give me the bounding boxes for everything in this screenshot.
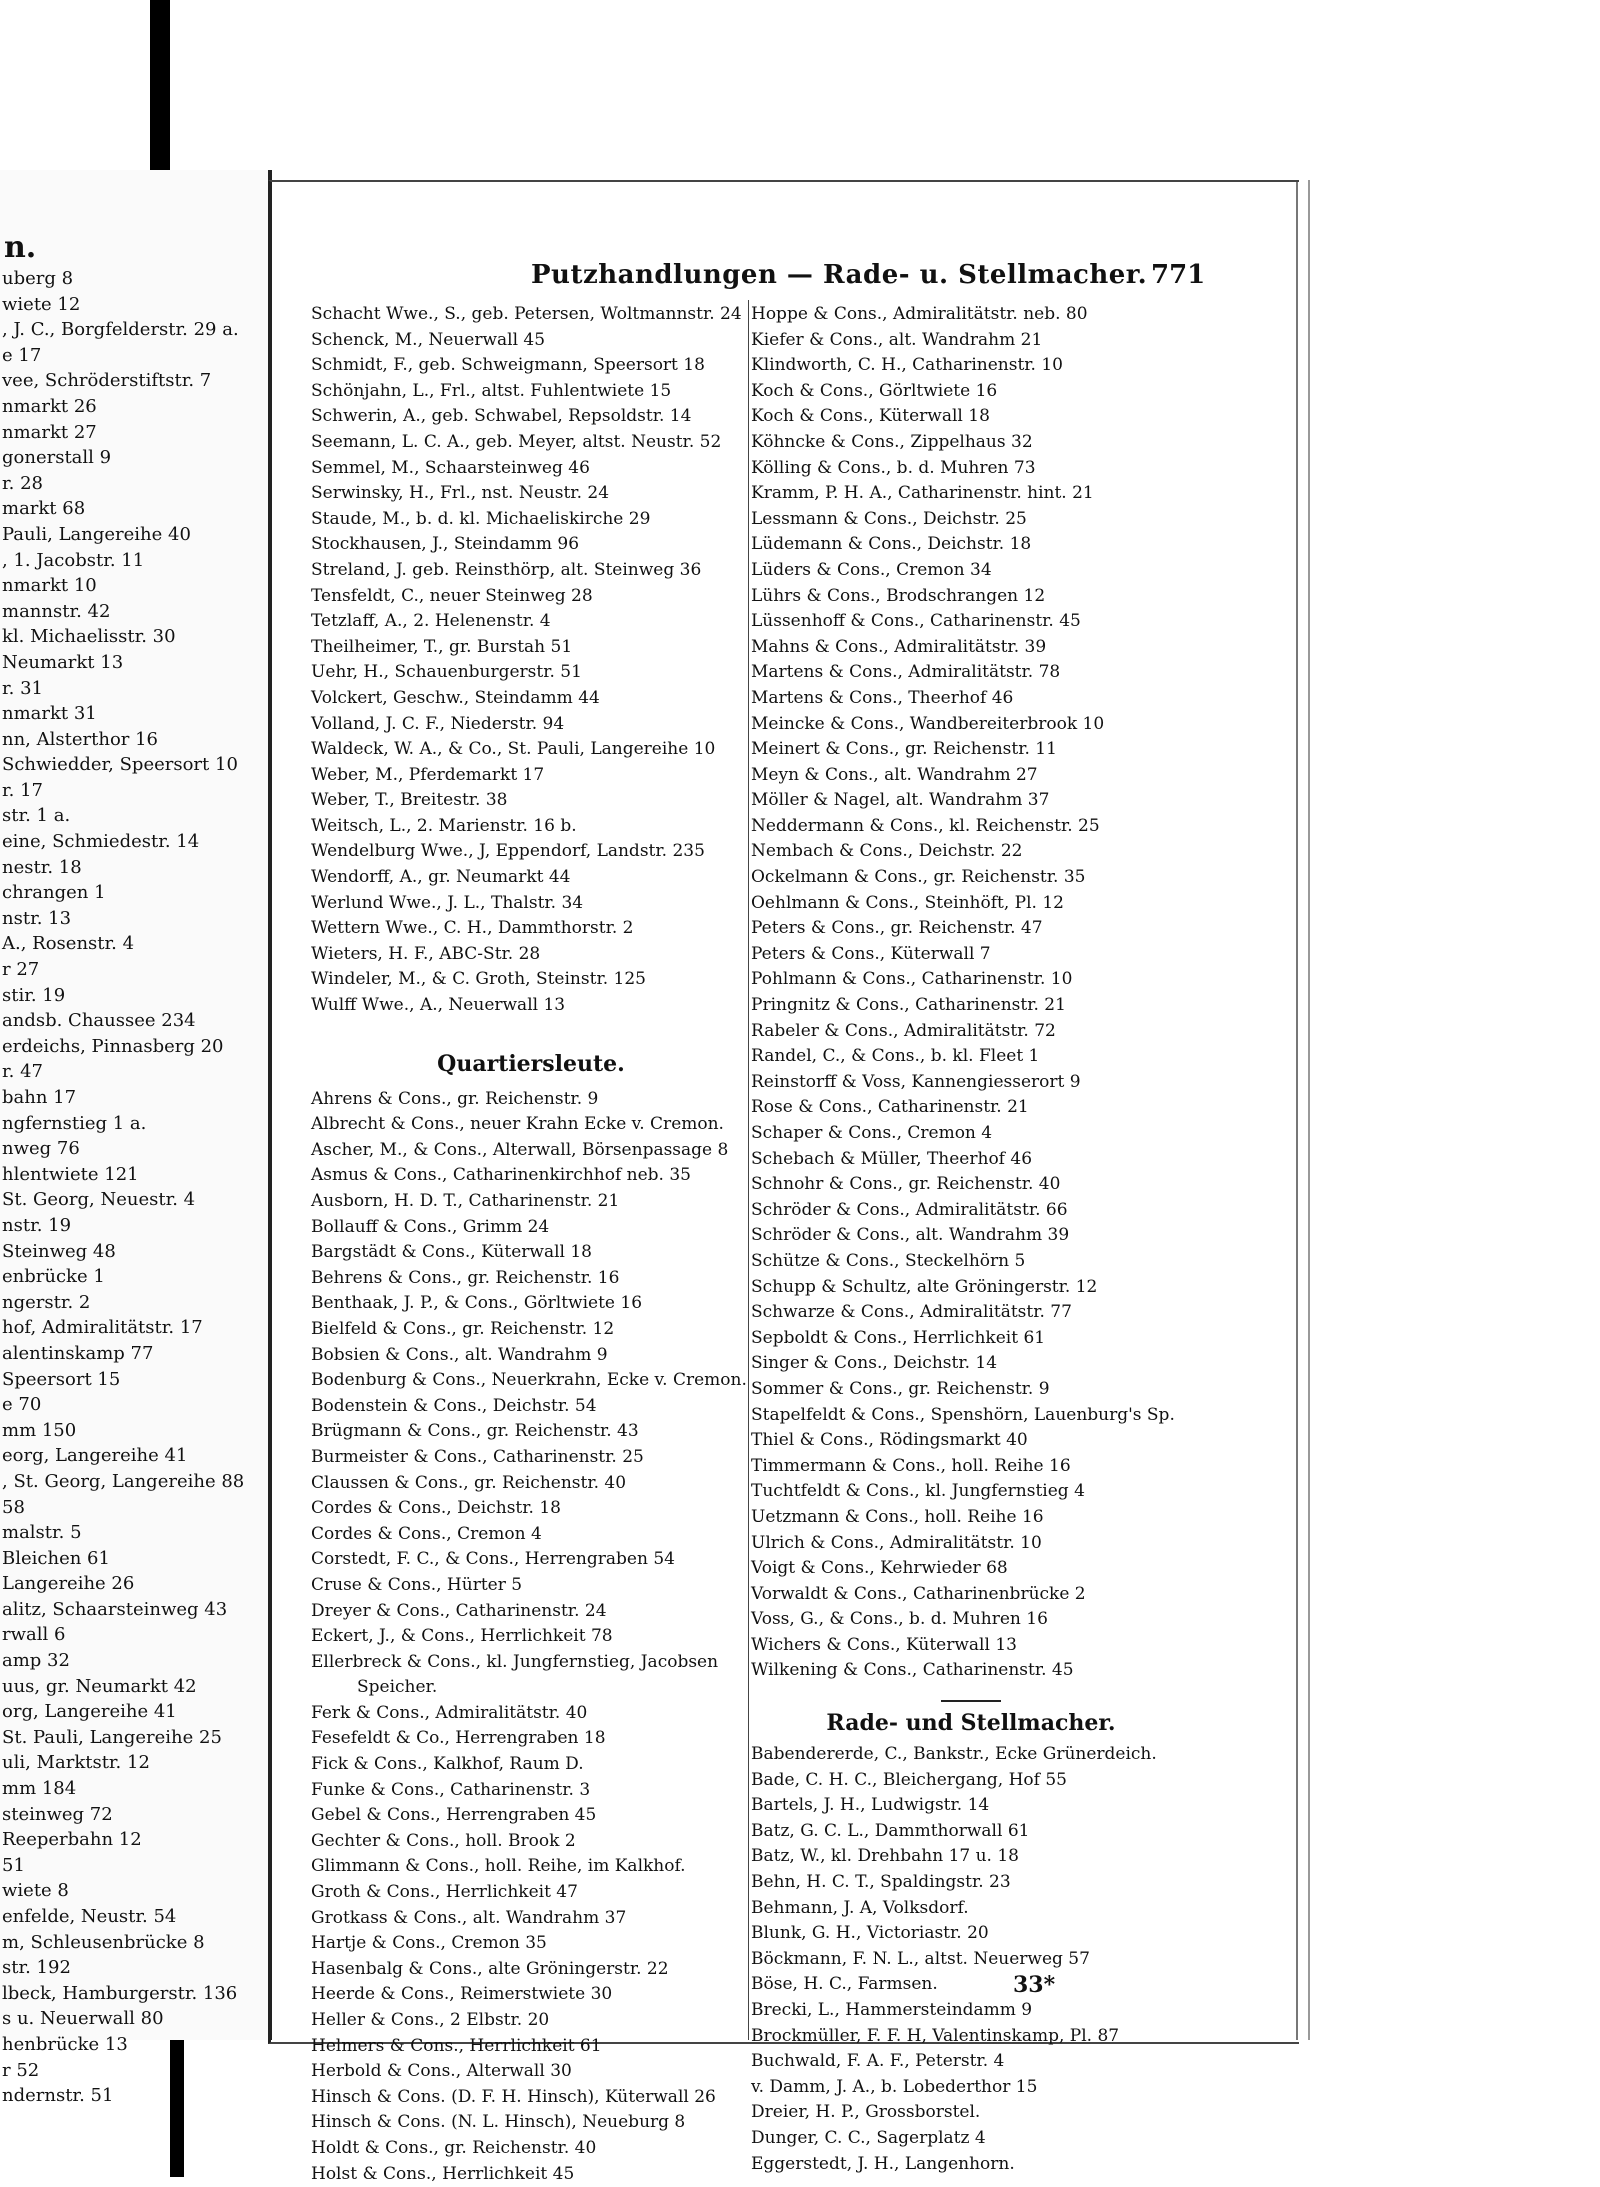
directory-entry: Rose & Cons., Catharinenstr. 21: [751, 1097, 1029, 1118]
left-page-line: amp 32: [2, 1650, 70, 1672]
signature-mark: 33*: [1013, 1972, 1056, 1998]
left-page-line: erdeichs, Pinnasberg 20: [2, 1035, 224, 1057]
directory-entry: Brecki, L., Hammersteindamm 9: [751, 2000, 1033, 2020]
directory-entry: Schupp & Schultz, alte Gröningerstr. 12: [751, 1276, 1098, 1297]
directory-entry: Schönjahn, L., Frl., altst. Fuhlentwiete 15: [311, 380, 672, 401]
directory-entry: Schmidt, F., geb. Schweigmann, Speersort 18: [311, 355, 705, 376]
directory-entry: Schenck, M., Neuerwall 45: [311, 329, 546, 350]
directory-entry: Helmers & Cons., Herrlichkeit 61: [311, 2035, 602, 2056]
directory-entry: Peters & Cons., Küterwall 7: [751, 943, 991, 964]
directory-entry: Werlund Wwe., J. L., Thalstr. 34: [311, 892, 584, 913]
directory-entry: Böse, H. C., Farmsen.: [751, 1974, 938, 1995]
left-page-line: alentinskamp 77: [2, 1342, 154, 1364]
left-page-line: Schwiedder, Speersort 10: [2, 754, 238, 776]
directory-entry: Schacht Wwe., S., geb. Petersen, Woltmannstr. 24: [311, 304, 742, 324]
left-page-line: e 70: [2, 1394, 42, 1416]
directory-entry: Sommer & Cons., gr. Reichenstr. 9: [751, 1378, 1050, 1399]
left-page-line: rwall 6: [2, 1624, 66, 1646]
directory-entry: Reinstorff & Voss, Kannengiesserort 9: [751, 1071, 1081, 1092]
directory-entry: Ascher, M., & Cons., Alterwall, Börsenpassage 8: [311, 1139, 729, 1160]
directory-entry: Bartels, J. H., Ludwigstr. 14: [751, 1795, 990, 1816]
directory-entry: Weber, T., Breitestr. 38: [311, 790, 508, 811]
directory-entry: Heller & Cons., 2 Elbstr. 20: [311, 2010, 550, 2030]
directory-entry: Behrens & Cons., gr. Reichenstr. 16: [311, 1267, 620, 1288]
left-page-line: , 1. Jacobstr. 11: [2, 549, 145, 571]
directory-entry: Wettern Wwe., C. H., Dammthorstr. 2: [311, 918, 634, 939]
left-page-line: ngerstr. 2: [2, 1291, 91, 1313]
left-page-line: Bleichen 61: [2, 1547, 110, 1569]
directory-entry: Meinert & Cons., gr. Reichenstr. 11: [751, 739, 1057, 760]
left-page-line: nstr. 19: [2, 1214, 72, 1236]
left-page-line: 51: [2, 1854, 25, 1876]
left-page-line: , St. Georg, Langereihe 88: [2, 1470, 245, 1492]
directory-entry: Heerde & Cons., Reimerstwiete 30: [311, 1984, 613, 2005]
directory-entry: Benthaak, J. P., & Cons., Görltwiete 16: [311, 1293, 643, 1314]
directory-entry: Tensfeldt, C., neuer Steinweg 28: [311, 585, 593, 606]
directory-entry: Lüdemann & Cons., Deichstr. 18: [751, 534, 1032, 555]
directory-entry: Corstedt, F. C., & Cons., Herrengraben 54: [311, 1549, 675, 1570]
directory-entry: Wendelburg Wwe., J, Eppendorf, Landstr. 235: [311, 841, 705, 862]
left-page-line: alitz, Schaarsteinweg 43: [2, 1598, 228, 1620]
left-page-line: str. 1 a.: [2, 805, 71, 827]
directory-entry: Funke & Cons., Catharinenstr. 3: [311, 1779, 591, 1800]
directory-entry: Thiel & Cons., Rödingsmarkt 40: [751, 1430, 1028, 1451]
left-page-line: nn, Alsterthor 16: [2, 728, 159, 750]
directory-entry: Voss, G., & Cons., b. d. Muhren 16: [751, 1609, 1048, 1630]
directory-entry: Claussen & Cons., gr. Reichenstr. 40: [311, 1472, 627, 1493]
directory-entry: Weitsch, L., 2. Marienstr. 16 b.: [311, 815, 577, 836]
directory-entry: Hoppe & Cons., Admiralitätstr. neb. 80: [751, 304, 1088, 324]
directory-entry: Klindworth, C. H., Catharinenstr. 10: [751, 355, 1063, 376]
directory-entry: Eggerstedt, J. H., Langenhorn.: [751, 2153, 1015, 2174]
directory-entry: Dunger, C. C., Sagerplatz 4: [751, 2127, 986, 2148]
directory-entry: Tetzlaff, A., 2. Helenenstr. 4: [311, 611, 551, 632]
directory-entry: Bollauff & Cons., Grimm 24: [311, 1216, 550, 1237]
left-page-line: Speersort 15: [2, 1368, 121, 1390]
directory-entry: Holdt & Cons., gr. Reichenstr. 40: [311, 2137, 597, 2158]
directory-entry: Kölling & Cons., b. d. Muhren 73: [751, 457, 1036, 478]
directory-entry: Nembach & Cons., Deichstr. 22: [751, 841, 1023, 862]
left-page-line: vee, Schröderstiftstr. 7: [2, 370, 212, 392]
left-page-line: nestr. 18: [2, 856, 82, 878]
left-page-line: stir. 19: [2, 984, 66, 1006]
right-column: [751, 302, 1299, 2177]
directory-entry: Albrecht & Cons., neuer Krahn Ecke v. Cremon.: [311, 1114, 724, 1135]
directory-entry: Pohlmann & Cons., Catharinenstr. 10: [751, 969, 1073, 990]
left-page-line: wiete 8: [2, 1880, 69, 1902]
directory-entry: v. Damm, J. A., b. Lobederthor 15: [751, 2076, 1038, 2097]
left-page-fragment: [0, 170, 272, 2107]
directory-entry: Burmeister & Cons., Catharinenstr. 25: [311, 1446, 644, 1467]
directory-entry: Dreier, H. P., Grossborstel.: [751, 2102, 981, 2123]
left-page-line: St. Georg, Neuestr. 4: [2, 1189, 196, 1211]
directory-entry: Randel, C., & Cons., b. kl. Fleet 1: [751, 1046, 1040, 1067]
left-page-line: mm 150: [2, 1419, 77, 1441]
directory-entry: Bargstädt & Cons., Küterwall 18: [311, 1242, 592, 1263]
left-page-line: hof, Admiralitätstr. 17: [2, 1317, 203, 1339]
directory-entry: Ellerbreck & Cons., kl. Jungfernstieg, Jacobsen: [311, 1651, 719, 1672]
directory-entry: Wulff Wwe., A., Neuerwall 13: [311, 995, 566, 1016]
directory-entry: Behn, H. C. T., Spaldingstr. 23: [751, 1872, 1011, 1893]
directory-entry: Weber, M., Pferdemarkt 17: [311, 764, 545, 785]
left-page-line: Reeperbahn 12: [2, 1829, 142, 1851]
directory-entry: Wieters, H. F., ABC-Str. 28: [311, 943, 541, 964]
directory-entry: Cordes & Cons., Deichstr. 18: [311, 1498, 561, 1519]
directory-entry: Ockelmann & Cons., gr. Reichenstr. 35: [751, 867, 1086, 888]
left-page-line: enfelde, Neustr. 54: [2, 1906, 177, 1927]
directory-entry: Buchwald, F. A. F., Peterstr. 4: [751, 2051, 1005, 2072]
directory-entry: Pringnitz & Cons., Catharinenstr. 21: [751, 995, 1066, 1016]
quartiersleute-list-right: [751, 302, 1299, 1684]
directory-entry: Seemann, L. C. A., geb. Meyer, altst. Neustr. 52: [311, 431, 722, 452]
left-page-line: enbrücke 1: [2, 1266, 105, 1288]
directory-entry: Batz, W., kl. Drehbahn 17 u. 18: [751, 1846, 1019, 1867]
directory-entry: Schnohr & Cons., gr. Reichenstr. 40: [751, 1174, 1061, 1195]
left-page-line: uberg 8: [2, 268, 74, 289]
left-page-line: steinweg 72: [2, 1803, 113, 1825]
directory-entry: Streland, J. geb. Reinsthörp, alt. Steinweg 36: [311, 559, 702, 580]
binding-shadow-top: [150, 0, 170, 185]
directory-entry: Neddermann & Cons., kl. Reichenstr. 25: [751, 815, 1100, 836]
directory-entry: Fick & Cons., Kalkhof, Raum D.: [311, 1754, 584, 1775]
left-page-line: lbeck, Hamburgerstr. 136: [2, 1982, 238, 2004]
directory-entry: Wichers & Cons., Küterwall 13: [751, 1634, 1017, 1655]
directory-entry: Hinsch & Cons. (N. L. Hinsch), Neueburg 8: [311, 2112, 686, 2133]
left-page-line: s u. Neuerwall 80: [2, 2008, 164, 2030]
left-page-line: nstr. 13: [2, 907, 72, 929]
directory-entry: Volland, J. C. F., Niederstr. 94: [311, 713, 565, 734]
directory-entry: Grotkass & Cons., alt. Wandrahm 37: [311, 1907, 627, 1928]
directory-entry: Eckert, J., & Cons., Herrlichkeit 78: [311, 1626, 613, 1647]
directory-entry: Böckmann, F. N. L., altst. Neuerweg 57: [751, 1948, 1090, 1969]
directory-entry: Bodenburg & Cons., Neuerkrahn, Ecke v. Cremon.: [311, 1370, 747, 1391]
left-page-line: nmarkt 10: [2, 575, 97, 597]
directory-entry: Möller & Nagel, alt. Wandrahm 37: [751, 790, 1050, 811]
left-page-line: m, Schleusenbrücke 8: [2, 1931, 205, 1953]
directory-entry: Mahns & Cons., Admiralitätstr. 39: [751, 636, 1047, 657]
directory-entry: Martens & Cons., Theerhof 46: [751, 687, 1014, 708]
left-page-line: 58: [2, 1496, 25, 1518]
directory-entry: Cruse & Cons., Hürter 5: [311, 1574, 523, 1595]
directory-entry: Rabeler & Cons., Admiralitätstr. 72: [751, 1020, 1056, 1041]
directory-entry: Ulrich & Cons., Admiralitätstr. 10: [751, 1532, 1042, 1553]
directory-entry: Oehlmann & Cons., Steinhöft, Pl. 12: [751, 892, 1064, 913]
left-page-line: str. 192: [2, 1957, 71, 1979]
directory-entry: Gechter & Cons., holl. Brook 2: [311, 1830, 576, 1851]
directory-entry: Lüders & Cons., Cremon 34: [751, 559, 992, 580]
directory-entry: Wendorff, A., gr. Neumarkt 44: [311, 867, 571, 888]
directory-entry: Ahrens & Cons., gr. Reichenstr. 9: [311, 1088, 599, 1109]
left-page-line: r. 28: [2, 472, 43, 494]
directory-entry: Stockhausen, J., Steindamm 96: [311, 534, 580, 555]
directory-entry: Theilheimer, T., gr. Burstah 51: [311, 636, 573, 657]
left-page-line: uli, Marktstr. 12: [2, 1752, 150, 1774]
directory-entry: Koch & Cons., Küterwall 18: [751, 406, 990, 427]
left-page-line: org, Langereihe 41: [2, 1701, 177, 1723]
left-page-line: kl. Michaelisstr. 30: [2, 626, 176, 648]
directory-entry: Behmann, J. A, Volksdorf.: [751, 1897, 969, 1918]
left-page-line: St. Pauli, Langereihe 25: [2, 1726, 222, 1748]
left-page-line: eorg, Langereihe 41: [2, 1445, 188, 1467]
left-page-line: gonerstall 9: [2, 447, 112, 469]
section-heading-quartiersleute: Quartiersleute.: [437, 1050, 625, 1077]
directory-entry: Schebach & Müller, Theerhof 46: [751, 1148, 1033, 1169]
left-page-lines: [0, 266, 268, 2109]
directory-entry: Bobsien & Cons., alt. Wandrahm 9: [311, 1344, 608, 1365]
entry-continuation: Speicher.: [357, 1677, 438, 1698]
directory-entry: Köhncke & Cons., Zippelhaus 32: [751, 431, 1033, 452]
directory-entry: Stapelfeldt & Cons., Spenshörn, Lauenburg's Sp.: [751, 1404, 1175, 1425]
directory-entry: Serwinsky, H., Frl., nst. Neustr. 24: [311, 483, 610, 504]
left-page-line: r. 17: [2, 779, 43, 801]
directory-entry: Fesefeldt & Co., Herrengraben 18: [311, 1728, 606, 1749]
directory-entry: Martens & Cons., Admiralitätstr. 78: [751, 662, 1061, 683]
directory-entry: Kiefer & Cons., alt. Wandrahm 21: [751, 329, 1043, 350]
directory-entry: Voigt & Cons., Kehrwieder 68: [751, 1558, 1008, 1579]
directory-entry: Lüssenhoff & Cons., Catharinenstr. 45: [751, 611, 1081, 632]
page-title: Putzhandlungen — Rade- u. Stellmacher.: [531, 260, 1148, 290]
left-page-line: henbrücke 13: [2, 2033, 128, 2055]
left-page-line: A., Rosenstr. 4: [2, 933, 135, 955]
left-page-line: e 17: [2, 344, 42, 366]
directory-entry: Meyn & Cons., alt. Wandrahm 27: [751, 764, 1038, 785]
left-page-line: markt 68: [2, 498, 86, 520]
directory-entry: Batz, G. C. L., Dammthorwall 61: [751, 1820, 1030, 1841]
left-page-line: Langereihe 26: [2, 1573, 135, 1595]
directory-entry: Dreyer & Cons., Catharinenstr. 24: [311, 1600, 607, 1621]
directory-entry: Schwerin, A., geb. Schwabel, Repsoldstr. 14: [311, 406, 692, 427]
rade-stellmacher-list: [751, 1742, 1299, 2177]
directory-entry: Staude, M., b. d. kl. Michaeliskirche 29: [311, 508, 651, 529]
left-page-line: mannstr. 42: [2, 600, 111, 622]
left-page-line: ngfernstieg 1 a.: [2, 1112, 147, 1134]
directory-entry: Lessmann & Cons., Deichstr. 25: [751, 508, 1027, 529]
left-page-line: r 52: [2, 2059, 40, 2081]
left-page-line: Steinweg 48: [2, 1240, 116, 1262]
directory-page: [268, 180, 1299, 2184]
directory-entry: Schwarze & Cons., Admiralitätstr. 77: [751, 1302, 1072, 1323]
left-page-line: malstr. 5: [2, 1522, 82, 1544]
left-page-line: Neumarkt 13: [2, 651, 124, 673]
left-page-line: nweg 76: [2, 1138, 80, 1160]
section-heading-rade-stellmacher: Rade- und Stellmacher.: [826, 1710, 1116, 1737]
left-page-line: chrangen 1: [2, 882, 106, 904]
directory-entry: Peters & Cons., gr. Reichenstr. 47: [751, 918, 1043, 939]
directory-entry: Ferk & Cons., Admiralitätstr. 40: [311, 1702, 588, 1723]
directory-entry: Blunk, G. H., Victoriastr. 20: [751, 1923, 989, 1944]
directory-entry: Sepboldt & Cons., Herrlichkeit 61: [751, 1327, 1046, 1348]
directory-entry: Bade, C. H. C., Bleichergang, Hof 55: [751, 1769, 1067, 1790]
directory-entry: Kramm, P. H. A., Catharinenstr. hint. 21: [751, 483, 1094, 504]
left-page-line: bahn 17: [2, 1087, 77, 1108]
left-page-line: r. 31: [2, 677, 43, 699]
directory-entry: Vorwaldt & Cons., Catharinenbrücke 2: [751, 1583, 1086, 1604]
directory-entry: Timmermann & Cons., holl. Reihe 16: [751, 1455, 1071, 1476]
directory-entry: Semmel, M., Schaarsteinweg 46: [311, 457, 590, 478]
running-head: [271, 260, 1299, 300]
left-page-line: mm 184: [2, 1778, 77, 1800]
directory-entry: Holst & Cons., Herrlichkeit 45: [311, 2163, 575, 2184]
directory-entry: Groth & Cons., Herrlichkeit 47: [311, 1882, 578, 1903]
directory-entry: Uehr, H., Schauenburgerstr. 51: [311, 662, 582, 683]
directory-entry: Cordes & Cons., Cremon 4: [311, 1523, 542, 1544]
directory-entry: Waldeck, W. A., & Co., St. Pauli, Langereihe 10: [311, 739, 716, 760]
directory-entry: Ausborn, H. D. T., Catharinenstr. 21: [311, 1191, 620, 1211]
directory-entry: Babendererde, C., Bankstr., Ecke Grünerdeich.: [751, 1744, 1157, 1765]
directory-entry: Tuchtfeldt & Cons., kl. Jungfernstieg 4: [751, 1481, 1085, 1502]
left-page-line: andsb. Chaussee 234: [2, 1010, 196, 1032]
left-page-line: r. 47: [2, 1061, 43, 1083]
directory-entry: Hartje & Cons., Cremon 35: [311, 1933, 547, 1954]
directory-entry: Brügmann & Cons., gr. Reichenstr. 43: [311, 1421, 639, 1442]
directory-entry: Brockmüller, F. F. H, Valentinskamp, Pl. 87: [751, 2025, 1120, 2046]
left-page-line: nmarkt 31: [2, 703, 97, 725]
left-page-line: uus, gr. Neumarkt 42: [2, 1675, 197, 1697]
directory-entry: Meincke & Cons., Wandbereiterbrook 10: [751, 713, 1105, 734]
directory-entry: Asmus & Cons., Catharinenkirchhof neb. 35: [311, 1165, 691, 1186]
left-page-line: nmarkt 26: [2, 395, 97, 417]
directory-entry: Wilkening & Cons., Catharinenstr. 45: [751, 1660, 1074, 1681]
left-page-line: , J. C., Borgfelderstr. 29 a.: [2, 319, 239, 341]
left-page-heading: n.: [4, 230, 37, 265]
left-page-line: ndernstr. 51: [2, 2085, 114, 2107]
directory-entry: Schröder & Cons., Admiralitätstr. 66: [751, 1199, 1068, 1220]
left-page-line: hlentwiete 121: [2, 1163, 139, 1185]
left-page-line: wiete 12: [2, 293, 81, 315]
directory-entry: Schaper & Cons., Cremon 4: [751, 1123, 993, 1143]
directory-entry: Windeler, M., & C. Groth, Steinstr. 125: [311, 969, 646, 990]
directory-entry: Hinsch & Cons. (D. F. H. Hinsch), Küterwall 26: [311, 2086, 716, 2107]
left-page-line: Pauli, Langereihe 40: [2, 523, 191, 545]
section-rule: [941, 1700, 1001, 1702]
left-page-line: nmarkt 27: [2, 421, 97, 443]
directory-entry: Gebel & Cons., Herrengraben 45: [311, 1805, 597, 1826]
directory-entry: Schröder & Cons., alt. Wandrahm 39: [751, 1225, 1070, 1246]
left-page-line: eine, Schmiedestr. 14: [2, 831, 200, 853]
directory-entry: Bielfeld & Cons., gr. Reichenstr. 12: [311, 1318, 615, 1339]
directory-entry: Herbold & Cons., Alterwall 30: [311, 2061, 572, 2082]
directory-entry: Bodenstein & Cons., Deichstr. 54: [311, 1395, 597, 1416]
directory-entry: Koch & Cons., Görltwiete 16: [751, 380, 998, 401]
directory-entry: Uetzmann & Cons., holl. Reihe 16: [751, 1506, 1044, 1527]
directory-entry: Schütze & Cons., Steckelhörn 5: [751, 1250, 1026, 1271]
directory-entry: Lührs & Cons., Brodschrangen 12: [751, 585, 1046, 606]
directory-entry: Glimmann & Cons., holl. Reihe, im Kalkhof.: [311, 1856, 686, 1877]
directory-entry: Hasenbalg & Cons., alte Gröningerstr. 22: [311, 1958, 669, 1979]
page-number: 771: [1151, 260, 1206, 290]
left-page-line: r 27: [2, 959, 40, 981]
directory-entry: Volckert, Geschw., Steindamm 44: [311, 687, 600, 708]
directory-entry: Singer & Cons., Deichstr. 14: [751, 1353, 998, 1374]
